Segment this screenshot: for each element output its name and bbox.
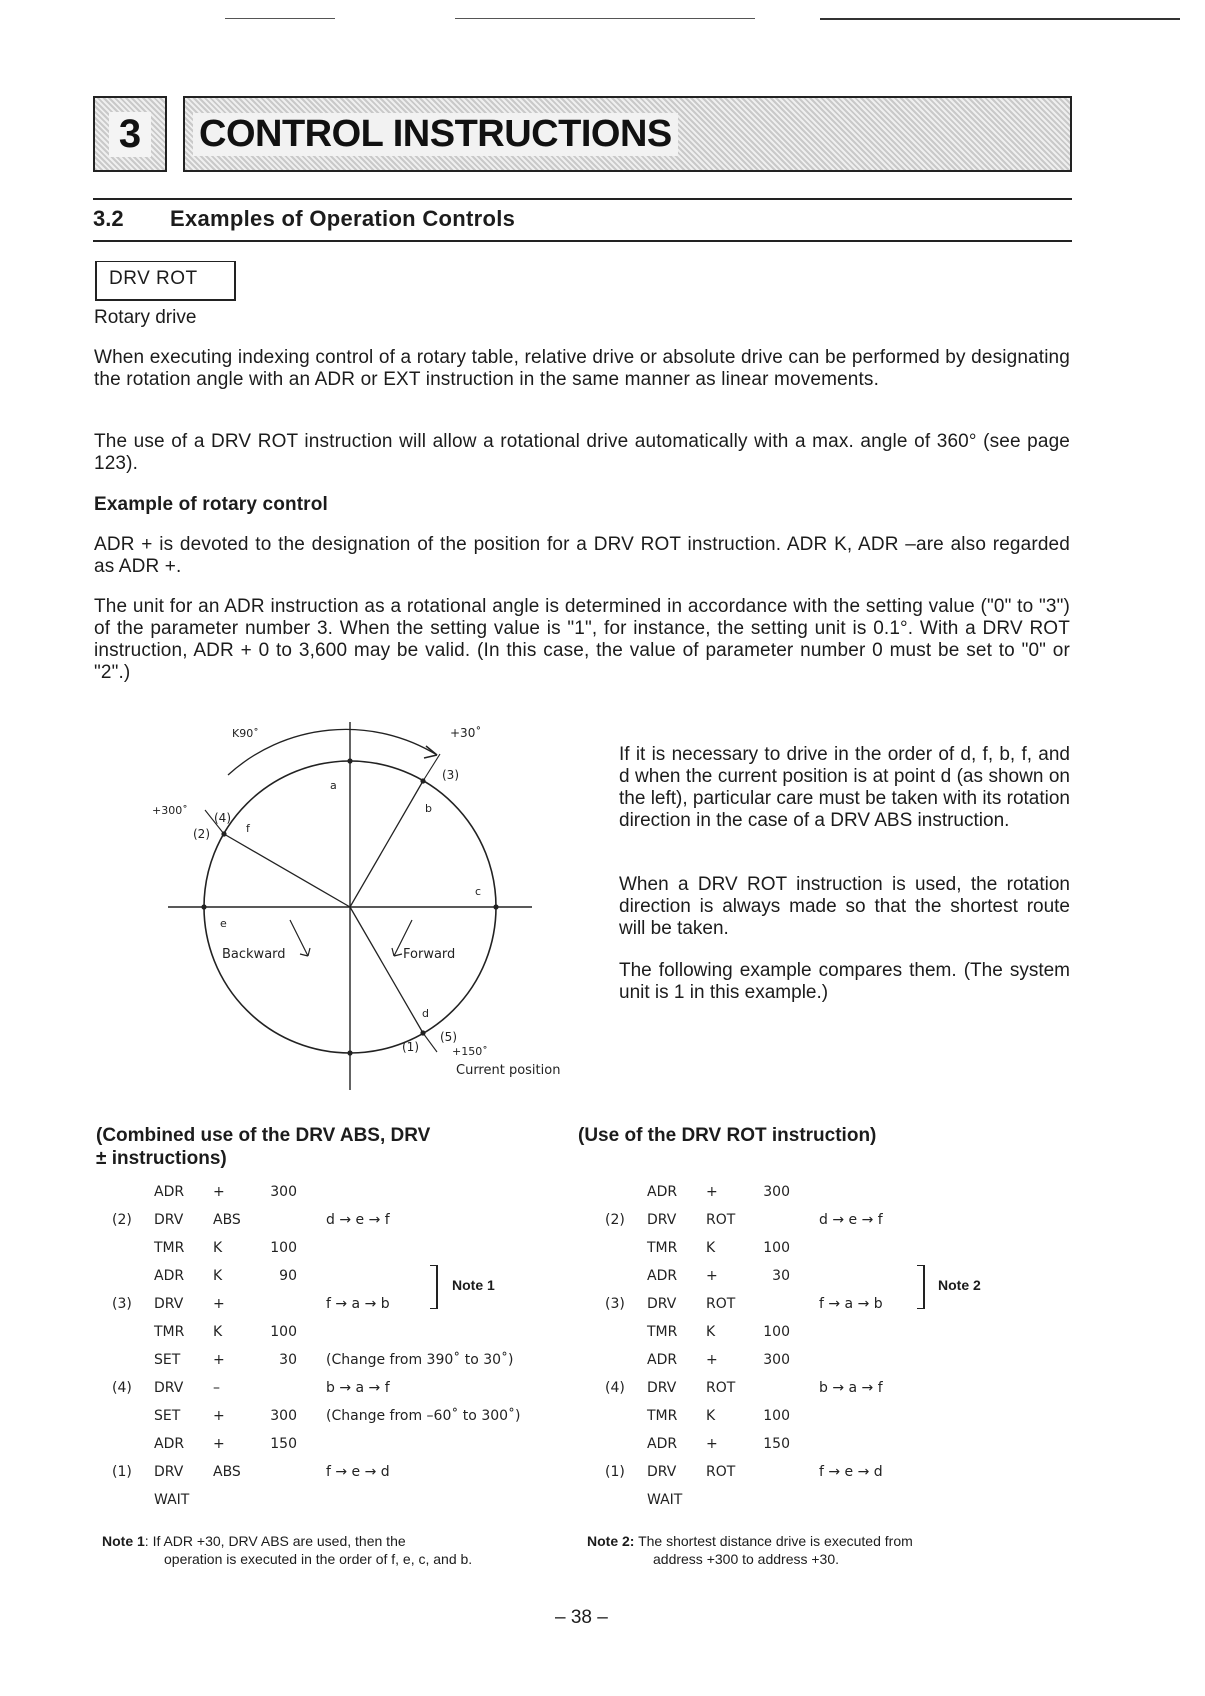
backward-arrow — [290, 920, 310, 956]
footnote-2-line-2: address +300 to address +30. — [653, 1551, 840, 1567]
program-arg: K — [706, 1408, 716, 1424]
command-name-box: DRV ROT — [95, 261, 236, 301]
paragraph-2: The use of a DRV ROT instruction will allow a rotational drive automatically with a max. angle of 360° (see page 123). — [94, 431, 1070, 474]
program-val: 30 — [772, 1268, 790, 1284]
program-note: f → e → d — [326, 1464, 390, 1480]
program-arg: + — [213, 1296, 225, 1312]
footnote-1-label: Note 1 — [102, 1533, 145, 1549]
program-step: (3) — [112, 1296, 132, 1312]
program-cmd: TMR — [647, 1408, 678, 1424]
label-p30: +30˚ — [450, 726, 482, 740]
rotary-diagram — [150, 722, 590, 1092]
point-marker-c — [493, 904, 498, 909]
program-arg: K — [706, 1240, 716, 1256]
program-arg: + — [706, 1436, 718, 1452]
side-paragraph-2: When a DRV ROT instruction is used, the rotation direction is always made so that the shortest route will be taken. — [619, 874, 1070, 939]
program-cmd: DRV — [154, 1380, 184, 1396]
label-k90: K90˚ — [232, 727, 259, 740]
program-cmd: SET — [154, 1352, 181, 1368]
program-arg: K — [706, 1324, 716, 1340]
footnote-2-line-1: The shortest distance drive is executed from — [634, 1533, 913, 1549]
scan-mark — [455, 18, 755, 19]
program-cmd: DRV — [647, 1296, 677, 1312]
program-arg: + — [706, 1268, 718, 1284]
program-note: b → a → f — [326, 1380, 390, 1396]
note-2-tag: Note 2 — [938, 1277, 981, 1293]
program-cmd: SET — [154, 1408, 181, 1424]
program-step: (1) — [605, 1464, 625, 1480]
label-forward: Forward — [403, 947, 456, 962]
section-title: Examples of Operation Controls — [170, 206, 516, 231]
program-arg: ROT — [706, 1464, 736, 1480]
program-arg: + — [213, 1408, 225, 1424]
program-note: (Change from 390˚ to 30˚) — [326, 1352, 514, 1368]
footnote-2-label: Note 2: — [587, 1533, 635, 1549]
program-val: 300 — [270, 1408, 297, 1424]
program-step: (4) — [112, 1380, 132, 1396]
program-val: 150 — [270, 1436, 297, 1452]
program-cmd: DRV — [154, 1212, 184, 1228]
program-note: f → e → d — [819, 1464, 883, 1480]
radius-line-b — [350, 781, 423, 907]
label-step-3: (3) — [442, 768, 459, 782]
program-note: d → e → f — [326, 1212, 390, 1228]
program-cmd: DRV — [647, 1212, 677, 1228]
radius-line-d — [350, 907, 423, 1033]
program-step: (2) — [605, 1212, 625, 1228]
point-marker-bottom — [347, 1050, 352, 1055]
chapter-title: CONTROL INSTRUCTIONS — [193, 113, 678, 156]
program-val: 100 — [763, 1408, 790, 1424]
note-1-bracket — [430, 1265, 438, 1309]
program-cmd: ADR — [647, 1352, 678, 1368]
program-arg: ABS — [213, 1464, 241, 1480]
program-arg: ROT — [706, 1296, 736, 1312]
program-cmd: TMR — [154, 1324, 185, 1340]
label-point-b: b — [425, 802, 432, 815]
program-note: f → a → b — [819, 1296, 883, 1312]
left-heading-line-2: ± instructions) — [96, 1148, 227, 1169]
section-number: 3.2 — [93, 206, 124, 231]
program-note: f → a → b — [326, 1296, 390, 1312]
chapter-number: 3 — [109, 112, 151, 157]
point-marker-b — [420, 778, 425, 783]
program-arg: ROT — [706, 1380, 736, 1396]
program-val: 100 — [763, 1324, 790, 1340]
label-point-d: d — [422, 1007, 429, 1020]
note-1-tag: Note 1 — [452, 1277, 495, 1293]
program-step: (2) — [112, 1212, 132, 1228]
label-current-position: Current position — [456, 1063, 561, 1078]
program-val: 100 — [763, 1240, 790, 1256]
paragraph-1: When executing indexing control of a rotary table, relative drive or absolute drive can be performed by designating the rotation angle with an ADR or EXT instruction in the same manner as linear movements. — [94, 347, 1070, 390]
program-val: 150 — [763, 1436, 790, 1452]
label-point-e: e — [220, 917, 227, 930]
program-cmd: ADR — [154, 1184, 185, 1200]
program-arg: K — [213, 1268, 223, 1284]
radius-line-f — [224, 834, 350, 907]
program-cmd: TMR — [647, 1324, 678, 1340]
program-step: (3) — [605, 1296, 625, 1312]
point-marker-e — [201, 904, 206, 909]
footnote-1-line-1: : If ADR +30, DRV ABS are used, then the — [144, 1533, 406, 1549]
example-heading: Example of rotary control — [94, 494, 328, 515]
label-step-1: (1) — [402, 1040, 419, 1054]
program-cmd: DRV — [154, 1464, 184, 1480]
program-val: 90 — [279, 1268, 297, 1284]
label-point-c: c — [475, 885, 482, 898]
footnote-1-line-2: operation is executed in the order of f, e, c, and b. — [164, 1551, 473, 1567]
program-cmd: ADR — [647, 1184, 678, 1200]
left-heading-line-1: (Combined use of the DRV ABS, DRV — [96, 1125, 431, 1146]
label-backward: Backward — [222, 947, 286, 962]
point-marker-a — [347, 758, 352, 763]
page-number: – 38 – — [555, 1607, 608, 1628]
program-val: 300 — [270, 1184, 297, 1200]
footnote-2 — [587, 1532, 1067, 1568]
scan-mark — [820, 18, 1180, 20]
command-caption: Rotary drive — [94, 307, 197, 328]
scan-mark — [225, 18, 335, 19]
leader-p150 — [423, 1033, 437, 1052]
section-rule-top — [93, 198, 1072, 200]
program-step: (1) — [112, 1464, 132, 1480]
program-cmd: DRV — [647, 1464, 677, 1480]
program-arg: + — [706, 1352, 718, 1368]
program-arg: K — [213, 1240, 223, 1256]
program-note: (Change from –60˚ to 300˚) — [326, 1408, 521, 1424]
program-cmd: WAIT — [154, 1492, 190, 1508]
label-point-a: a — [330, 779, 337, 792]
program-cmd: ADR — [154, 1436, 185, 1452]
note-2-bracket — [917, 1265, 925, 1309]
left-program-listing — [112, 1184, 582, 1514]
label-p150: +150˚ — [452, 1045, 488, 1058]
chapter-number-box — [93, 96, 167, 172]
program-arg: + — [213, 1184, 225, 1200]
program-arg: + — [213, 1436, 225, 1452]
rotation-arrow-arc — [228, 729, 437, 775]
program-cmd: ADR — [647, 1436, 678, 1452]
label-step-4: (4) — [214, 811, 231, 825]
label-step-5: (5) — [440, 1030, 457, 1044]
point-marker-d — [420, 1030, 425, 1035]
program-note: b → a → f — [819, 1380, 883, 1396]
program-cmd: WAIT — [647, 1492, 683, 1508]
program-val: 30 — [279, 1352, 297, 1368]
section-rule-bottom — [93, 240, 1072, 242]
right-column-heading: (Use of the DRV ROT instruction) — [578, 1125, 877, 1146]
program-cmd: ADR — [154, 1268, 185, 1284]
program-arg: ROT — [706, 1212, 736, 1228]
point-marker-f — [221, 831, 226, 836]
program-val: 100 — [270, 1324, 297, 1340]
program-cmd: TMR — [154, 1240, 185, 1256]
paragraph-3: ADR + is devoted to the designation of the position for a DRV ROT instruction. ADR K, ADR –are also regarded as ADR +. — [94, 534, 1070, 577]
rotation-arrow-head — [424, 746, 437, 758]
program-arg: + — [706, 1184, 718, 1200]
program-arg: K — [213, 1324, 223, 1340]
right-program-listing — [605, 1184, 1075, 1514]
label-p300: +300˚ — [152, 804, 188, 817]
paragraph-4: The unit for an ADR instruction as a rotational angle is determined in accordance with the setting value ("0" to "3") of the parameter number 3. When the setting value is "1", for instance, the setting unit is 0.1°. With a DRV ROT instruction, ADR + 0 to 3,600 may be valid. (In this case, the value of parameter number 0 must be set to "0" or "2".) — [94, 596, 1070, 683]
program-note: d → e → f — [819, 1212, 883, 1228]
program-arg: + — [213, 1352, 225, 1368]
label-point-f: f — [246, 822, 250, 835]
program-arg: – — [213, 1380, 220, 1396]
program-cmd: DRV — [154, 1296, 184, 1312]
program-cmd: DRV — [647, 1380, 677, 1396]
program-val: 100 — [270, 1240, 297, 1256]
side-paragraph-3: The following example compares them. (The system unit is 1 in this example.) — [619, 960, 1070, 1003]
program-step: (4) — [605, 1380, 625, 1396]
program-cmd: ADR — [647, 1268, 678, 1284]
side-paragraph-1: If it is necessary to drive in the order of d, f, b, f, and d when the current position is at point d (as shown on the left), particular care must be taken with its rotation direction in the case of a DRV ABS instruction. — [619, 744, 1070, 831]
chapter-title-box — [183, 96, 1072, 172]
program-val: 300 — [763, 1184, 790, 1200]
program-val: 300 — [763, 1352, 790, 1368]
program-arg: ABS — [213, 1212, 241, 1228]
label-step-2: (2) — [193, 827, 210, 841]
footnote-1 — [102, 1532, 582, 1568]
program-cmd: TMR — [647, 1240, 678, 1256]
left-column-heading — [96, 1124, 430, 1170]
